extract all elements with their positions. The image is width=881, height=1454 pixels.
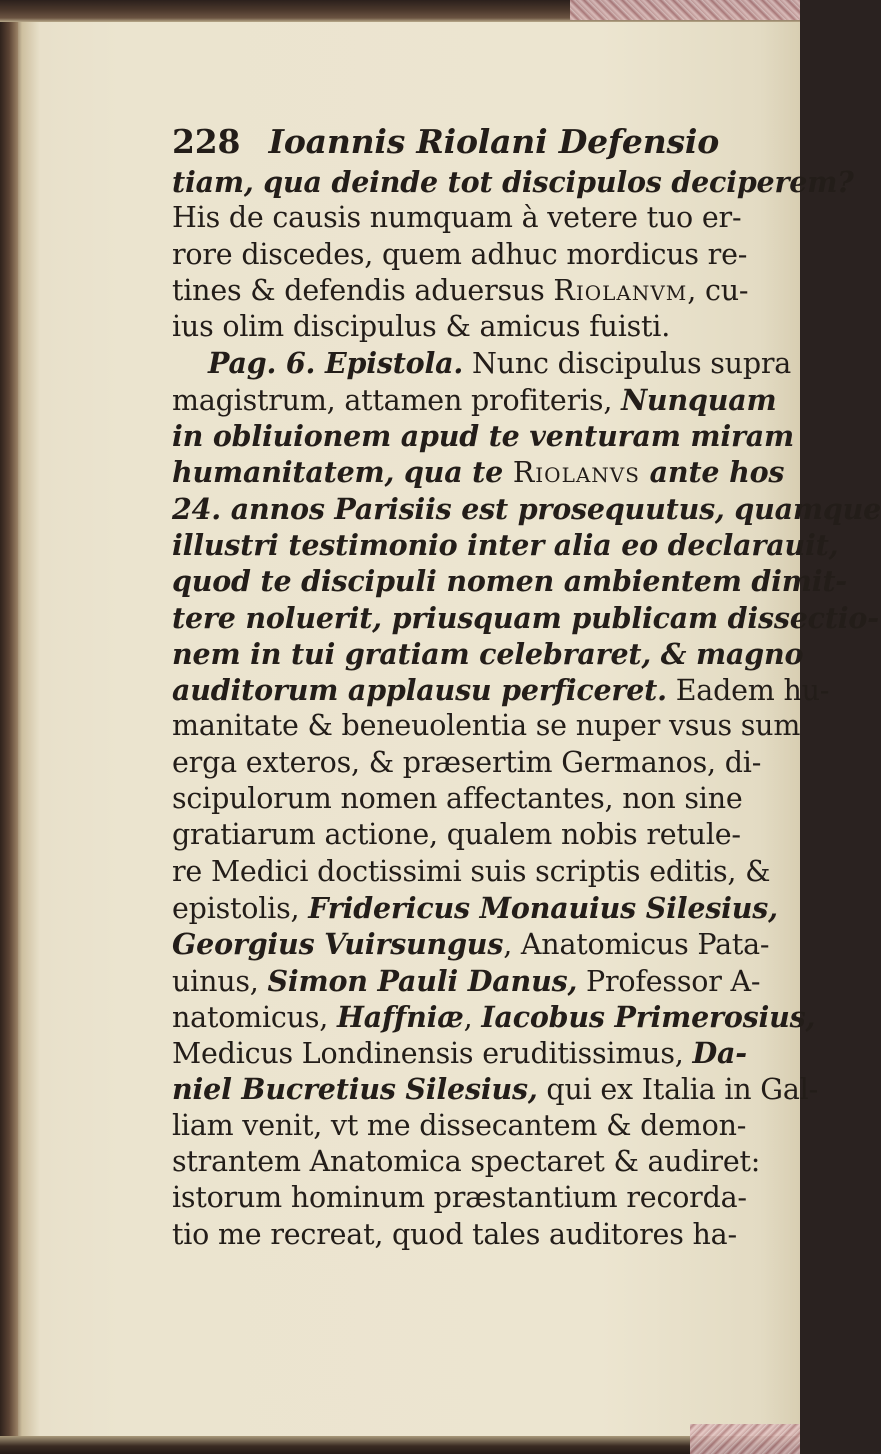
roman-text: tines & defendis aduersus [172,273,554,307]
text-line [172,999,816,1035]
bookmark-ribbon-bottom [690,1424,800,1454]
roman-text: epistolis, [172,891,309,925]
roman-text: erga exteros, & præsertim Germanos, di- [172,745,762,779]
roman-text: rore discedes, quem adhuc mordicus re- [172,237,748,271]
small-caps-name: Riolanvs [512,456,640,490]
text-line [172,817,740,853]
roman-text: manitate & beneuolentia se nuper vsus sum [172,709,801,743]
text-line [172,1180,747,1216]
text-line [172,1217,740,1253]
roman-text: His de causis numquam à vetere tuo er- [172,201,742,235]
italic-text: auditorum applausu perficeret. [172,673,667,708]
text-line [172,527,839,563]
italic-text: 24. annos [172,491,335,526]
text-line [172,1108,747,1144]
book-bottom-edge [0,1436,800,1454]
roman-text: tio me recreat, quod tales auditores ha- [172,1217,737,1251]
text-line [172,600,879,636]
italic-text: in obliuionem apud te venturam miram [172,419,795,454]
italic-text: Parisiis [334,491,452,526]
italic-text: Fridericus Monauius Silesius, [308,890,778,925]
italic-text: Da- [692,1036,747,1071]
italic-text: est prosequutus, quamque [451,491,881,526]
text-line [172,1035,747,1071]
text-line [172,636,804,672]
roman-text: ius olim discipulus & amicus fuisti. [172,310,671,344]
roman-text: scipulorum nomen affectantes, non sine [172,782,743,816]
italic-text: niel Bucretius Silesius, [172,1072,538,1107]
roman-text: strantem Anatomica spectaret & audiret: [172,1145,761,1179]
roman-text: re Medici doctissimi suis scriptis editis, & [172,854,771,888]
text-line [172,237,748,273]
italic-text: humanitatem, qua te [172,455,513,490]
body-text [172,164,881,1253]
roman-text: istorum hominum præstantium recorda- [172,1181,747,1215]
roman-text: Eadem hu- [666,674,830,708]
roman-text: magistrum, attamen profiteris, [172,383,622,417]
text-line [172,418,795,454]
text-line [172,926,770,962]
text-line [172,890,778,926]
roman-text: , [463,1000,482,1034]
roman-text: gratiarum actione, qualem nobis retule- [172,818,741,852]
italic-text: Iacobus Primerosius, [481,999,816,1034]
roman-text: Nunc discipulus supra [463,347,792,381]
text-line [172,382,777,418]
italic-text: quod te discipuli nomen ambientem dimit- [172,564,847,599]
text-line [172,454,785,490]
text-line [172,963,761,999]
page-header [172,120,740,164]
book-binding-edge [0,0,18,1454]
roman-text: uinus, [172,964,268,998]
italic-text: Nunquam [621,382,777,417]
text-line [172,491,881,527]
text-line [172,781,743,817]
text-line [172,345,792,381]
text-line [172,745,762,781]
page-number: 228 [172,122,241,161]
running-head: Ioannis Riolani Defensio [268,122,720,161]
italic-text: tere noluerit, priusquam publicam dissectio- [172,600,879,635]
italic-text: tiam, qua deinde tot discipulos deciperem? [172,165,854,199]
roman-text: Professor A- [577,964,761,998]
italic-text: Pag. 6. Epistola. [208,346,464,381]
roman-text: , cu- [687,273,749,307]
italic-text: Simon Pauli Danus, [267,963,578,998]
text-line [172,708,801,744]
text-line [172,164,854,200]
text-line [172,1071,819,1107]
text-line [172,273,749,309]
italic-text: Haffniæ [336,999,464,1034]
bookmark-ribbon-top [570,0,800,20]
italic-text: nem in tui gratiam celebraret, & magno [172,636,804,671]
italic-text: Georgius Vuirsungus [172,927,504,962]
roman-text: , Anatomicus Pata- [503,928,770,962]
text-line [172,672,830,708]
italic-text: ante hos [639,455,785,490]
italic-text: illustri testimonio inter alia eo declarauit, [172,527,839,562]
text-line [172,1144,761,1180]
roman-text: Medicus Londinensis eruditissimus, [172,1037,693,1071]
roman-text: liam venit, vt me dissecantem & demon- [172,1108,747,1142]
roman-text: natomicus, [172,1000,337,1034]
text-line [172,563,847,599]
small-caps-name: Riolanvm [553,273,688,307]
text-line [172,200,740,236]
roman-text: qui ex Italia in Gal- [537,1073,819,1107]
text-line [172,309,740,345]
page-text-block [172,120,881,1253]
text-line [172,854,771,890]
